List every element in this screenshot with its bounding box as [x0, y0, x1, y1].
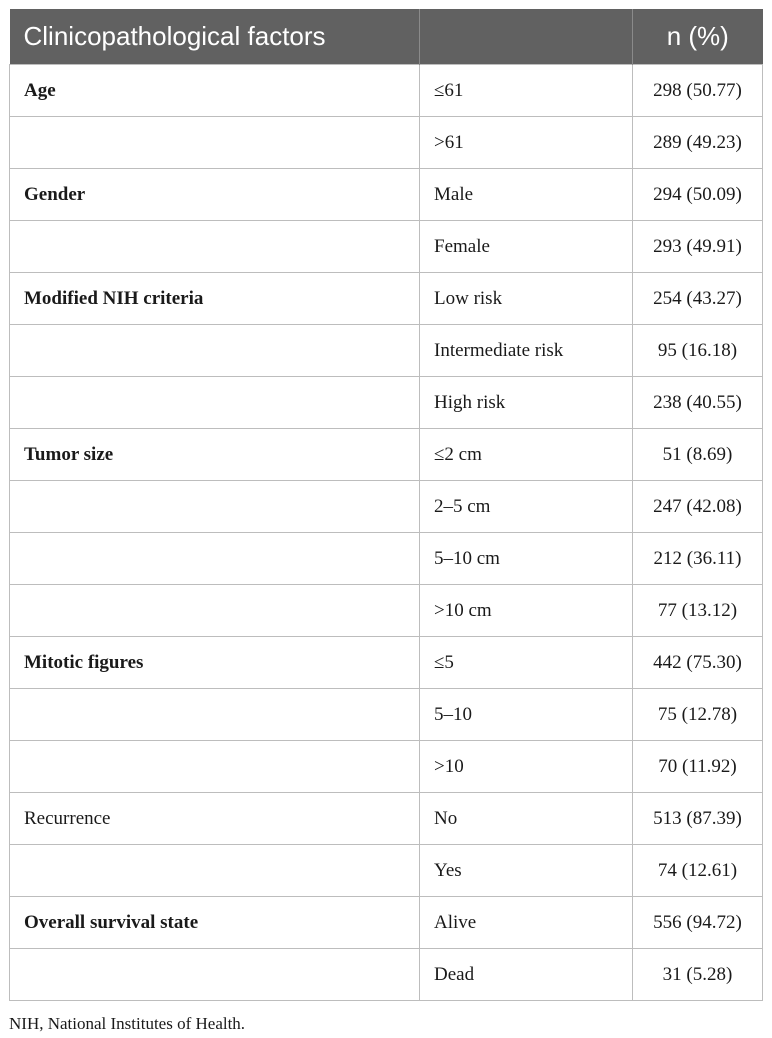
- cell-factor: Modified NIH criteria: [10, 273, 420, 325]
- cell-factor: [10, 741, 420, 793]
- table-header-row: [10, 9, 763, 65]
- cell-n-percent: 74 (12.61): [633, 845, 763, 897]
- cell-level: No: [420, 793, 633, 845]
- cell-n-percent: 442 (75.30): [633, 637, 763, 689]
- cell-n-percent: 31 (5.28): [633, 949, 763, 1001]
- table-row: [10, 429, 763, 481]
- cell-level: ≤5: [420, 637, 633, 689]
- cell-factor: Tumor size: [10, 429, 420, 481]
- cell-factor: [10, 325, 420, 377]
- cell-level: Female: [420, 221, 633, 273]
- cell-factor: [10, 845, 420, 897]
- cell-level: Alive: [420, 897, 633, 949]
- cell-n-percent: 294 (50.09): [633, 169, 763, 221]
- cell-level: >10: [420, 741, 633, 793]
- cell-n-percent: 298 (50.77): [633, 65, 763, 117]
- cell-factor: Recurrence: [10, 793, 420, 845]
- cell-factor: [10, 221, 420, 273]
- cell-n-percent: 212 (36.11): [633, 533, 763, 585]
- cell-factor: [10, 377, 420, 429]
- cell-n-percent: 556 (94.72): [633, 897, 763, 949]
- cell-level: Low risk: [420, 273, 633, 325]
- cell-n-percent: 51 (8.69): [633, 429, 763, 481]
- table-row: [10, 65, 763, 117]
- table-row: [10, 741, 763, 793]
- cell-level: 5–10: [420, 689, 633, 741]
- cell-n-percent: 293 (49.91): [633, 221, 763, 273]
- cell-factor: Overall survival state: [10, 897, 420, 949]
- cell-factor: [10, 533, 420, 585]
- cell-n-percent: 77 (13.12): [633, 585, 763, 637]
- table-container: [9, 9, 762, 1001]
- table-row: [10, 117, 763, 169]
- cell-level: >61: [420, 117, 633, 169]
- table-row: [10, 377, 763, 429]
- cell-factor: [10, 481, 420, 533]
- table-row: [10, 897, 763, 949]
- cell-n-percent: 95 (16.18): [633, 325, 763, 377]
- table-body: [10, 65, 763, 1001]
- table-row: [10, 637, 763, 689]
- table-row: [10, 533, 763, 585]
- cell-level: >10 cm: [420, 585, 633, 637]
- cell-factor: [10, 117, 420, 169]
- cell-level: ≤2 cm: [420, 429, 633, 481]
- table-row: [10, 845, 763, 897]
- cell-factor: Gender: [10, 169, 420, 221]
- cell-n-percent: 254 (43.27): [633, 273, 763, 325]
- cell-n-percent: 70 (11.92): [633, 741, 763, 793]
- cell-level: Yes: [420, 845, 633, 897]
- header-n-percent: n (%): [633, 9, 763, 65]
- table-row: [10, 169, 763, 221]
- table-row: [10, 949, 763, 1001]
- cell-factor: [10, 949, 420, 1001]
- clinicopathological-table: [9, 9, 763, 1001]
- cell-level: Dead: [420, 949, 633, 1001]
- cell-n-percent: 247 (42.08): [633, 481, 763, 533]
- table-row: [10, 793, 763, 845]
- cell-level: 5–10 cm: [420, 533, 633, 585]
- table-row: [10, 585, 763, 637]
- cell-factor: Mitotic figures: [10, 637, 420, 689]
- table-row: [10, 325, 763, 377]
- table-row: [10, 221, 763, 273]
- header-clinicopathological-factors: Clinicopathological factors: [10, 9, 420, 65]
- cell-factor: [10, 689, 420, 741]
- cell-level: Intermediate risk: [420, 325, 633, 377]
- table-row: [10, 689, 763, 741]
- cell-n-percent: 238 (40.55): [633, 377, 763, 429]
- cell-level: Male: [420, 169, 633, 221]
- cell-n-percent: 75 (12.78): [633, 689, 763, 741]
- cell-n-percent: 289 (49.23): [633, 117, 763, 169]
- table-row: [10, 481, 763, 533]
- cell-n-percent: 513 (87.39): [633, 793, 763, 845]
- cell-factor: [10, 585, 420, 637]
- cell-level: ≤61: [420, 65, 633, 117]
- cell-level: 2–5 cm: [420, 481, 633, 533]
- table-footnote: NIH, National Institutes of Health.: [9, 1014, 246, 1033]
- cell-factor: Age: [10, 65, 420, 117]
- header-level: [420, 9, 633, 65]
- table-row: [10, 273, 763, 325]
- cell-level: High risk: [420, 377, 633, 429]
